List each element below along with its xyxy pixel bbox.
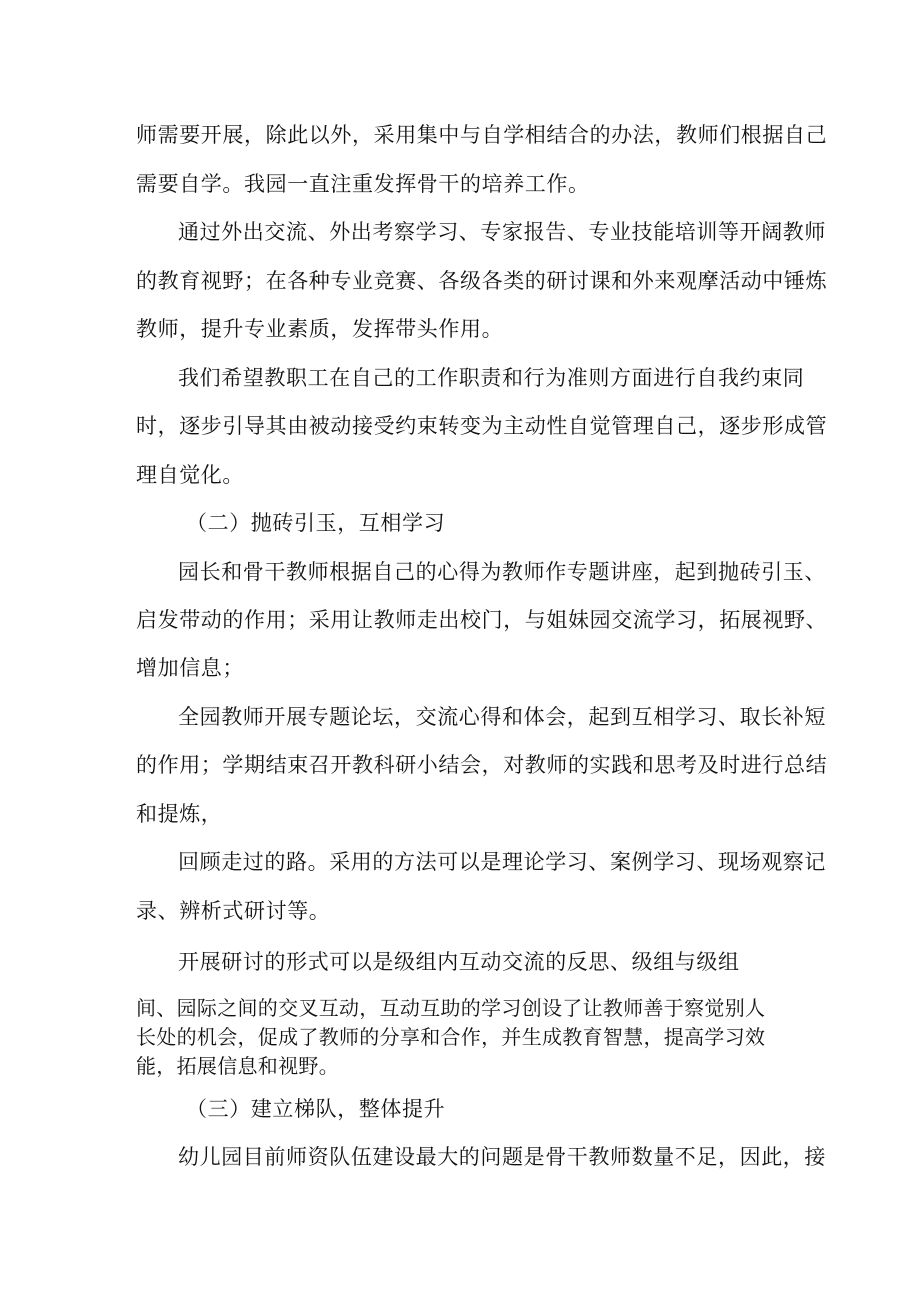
paragraph-line: 时，逐步引导其由被动接受约束转变为主动性自觉管理自己，逐步形成管 bbox=[136, 414, 828, 438]
paragraph-line: 需要自学。我园一直注重发挥骨干的培养工作。 bbox=[136, 172, 590, 196]
paragraph-line: 启发带动的作用；采用让教师走出校门，与姐妹园交流学习，拓展视野、 bbox=[136, 608, 828, 632]
section-heading: （二）抛砖引玉，互相学习 bbox=[186, 511, 446, 535]
paragraph-line: 幼儿园目前师资队伍建设最大的问题是骨干教师数量不足，因此，接 bbox=[178, 1145, 826, 1169]
paragraph-line: 和提炼， bbox=[136, 802, 223, 826]
paragraph-line: 能，拓展信息和视野。 bbox=[136, 1054, 339, 1078]
paragraph-line: 开展研讨的形式可以是级组内互动交流的反思、级组与级组 bbox=[178, 950, 740, 974]
paragraph-line: 师需要开展，除此以外，采用集中与自学相结合的办法，教师们根据自己 bbox=[136, 123, 828, 147]
paragraph-line: 全园教师开展专题论坛，交流心得和体会，起到互相学习、取长补短 bbox=[178, 705, 826, 729]
paragraph-line: 理自觉化。 bbox=[136, 463, 244, 487]
paragraph-line: 的教育视野；在各种专业竞赛、各级各类的研讨课和外来观摩活动中锤炼 bbox=[136, 269, 828, 293]
paragraph-line: 我们希望教职工在自己的工作职责和行为准则方面进行自我约束同 bbox=[178, 366, 805, 390]
paragraph-line: 增加信息； bbox=[136, 656, 244, 680]
paragraph-line: 通过外出交流、外出考察学习、专家报告、专业技能培训等开阔教师 bbox=[178, 220, 826, 244]
paragraph-line: 长处的机会，促成了教师的分享和合作，并生成教育智慧，提高学习效 bbox=[136, 1025, 766, 1049]
paragraph-line: 教师，提升专业素质，发挥带头作用。 bbox=[136, 317, 504, 341]
paragraph-line: 园长和骨干教师根据自己的心得为教师作专题讲座，起到抛砖引玉、 bbox=[178, 560, 826, 584]
paragraph-line: 回顾走过的路。采用的方法可以是理论学习、案例学习、现场观察记 bbox=[178, 850, 826, 874]
paragraph-line: 的作用；学期结束召开教科研小结会，对教师的实践和思考及时进行总结 bbox=[136, 753, 828, 777]
paragraph-line: 间、园际之间的交叉互动，互动互助的学习创设了让教师善于察觉别人 bbox=[136, 996, 766, 1020]
section-heading: （三）建立梯队，整体提升 bbox=[186, 1097, 446, 1121]
paragraph-line: 录、辨析式研讨等。 bbox=[136, 899, 331, 923]
